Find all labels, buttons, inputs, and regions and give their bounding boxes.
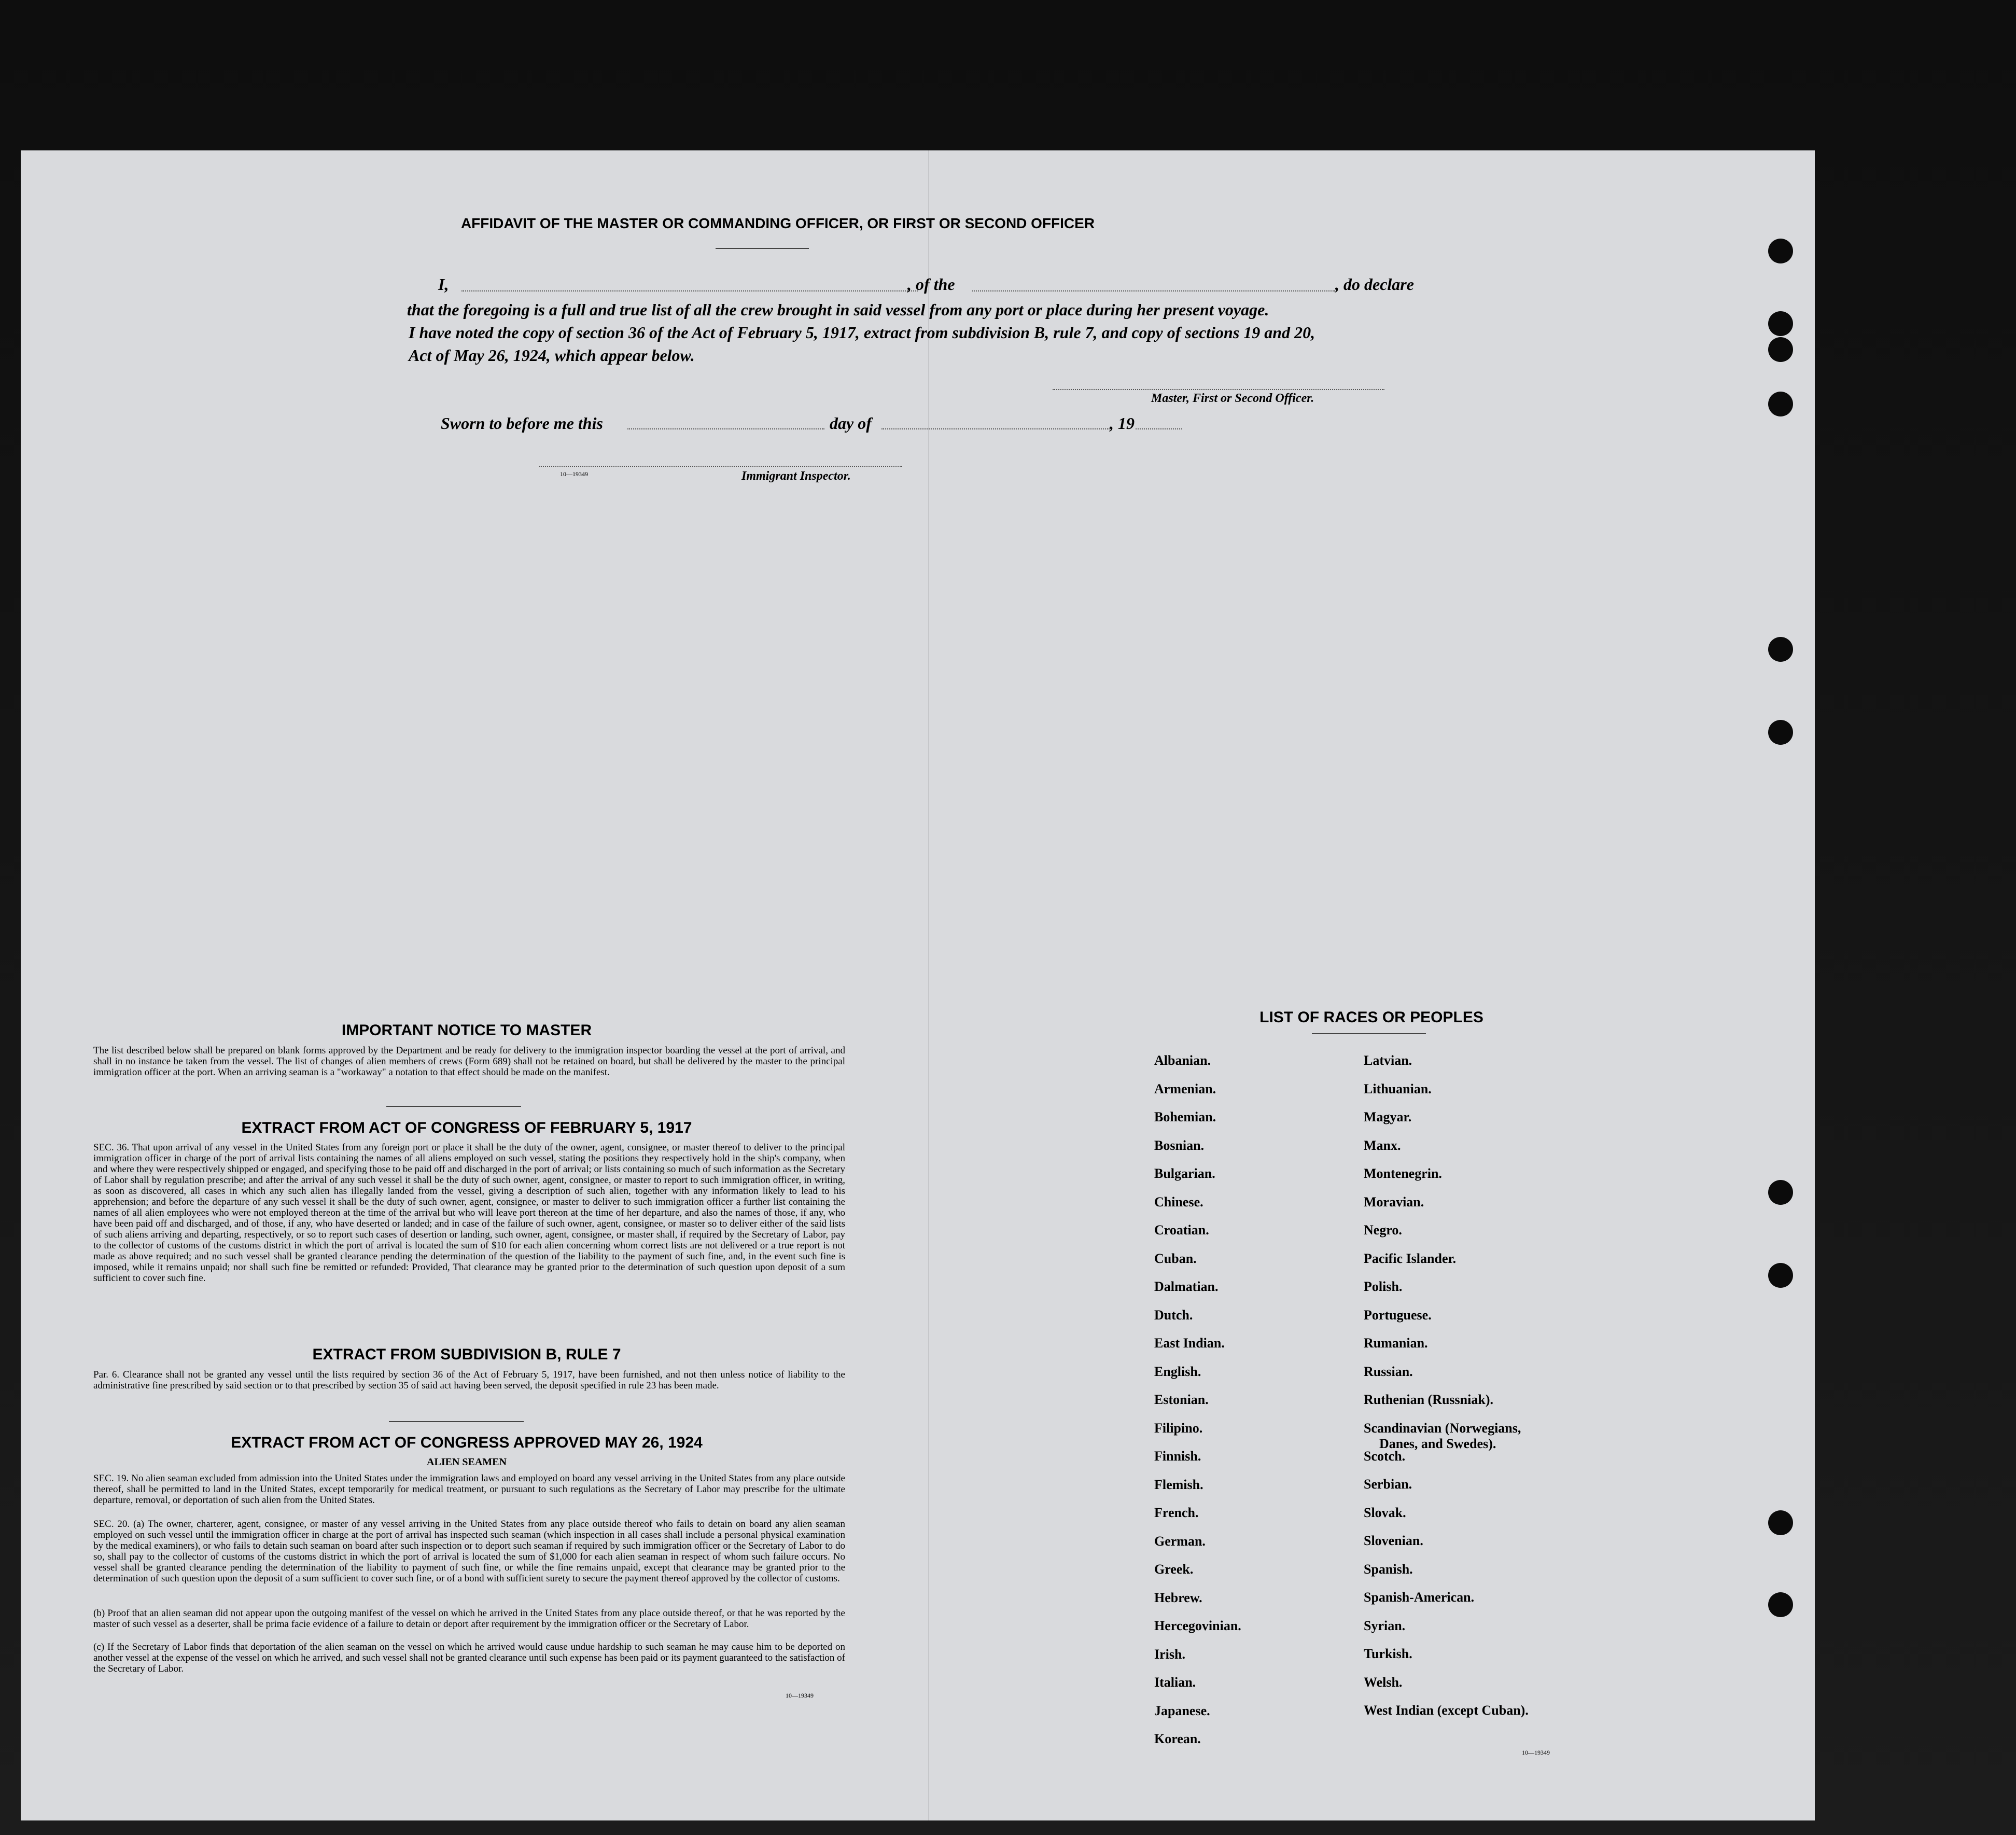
race-item: Cuban. <box>1154 1250 1197 1266</box>
race-item: Hercegovinian. <box>1154 1618 1241 1633</box>
race-item: Lithuanian. <box>1364 1081 1432 1096</box>
race-item: Croatian. <box>1154 1222 1209 1238</box>
year-prefix-label: , 19 <box>1110 414 1135 433</box>
race-item: Hebrew. <box>1154 1590 1202 1605</box>
binder-hole <box>1768 1180 1793 1205</box>
binder-hole <box>1768 239 1793 263</box>
race-item: Serbian. <box>1364 1477 1412 1492</box>
race-item: Italian. <box>1154 1675 1196 1690</box>
binder-hole <box>1768 392 1793 416</box>
races-form-number: 10—19349 <box>1522 1749 1550 1756</box>
of-the-label: , of the <box>907 275 955 294</box>
sworn-label: Sworn to before me this <box>441 414 603 433</box>
page-fold <box>928 150 929 1820</box>
race-item: Negro. <box>1364 1222 1402 1238</box>
extract-form-number: 10—19349 <box>786 1692 814 1699</box>
race-item: Bohemian. <box>1154 1109 1216 1124</box>
race-item: Polish. <box>1364 1279 1403 1294</box>
race-item: German. <box>1154 1533 1206 1549</box>
notice-title: IMPORTANT NOTICE TO MASTER <box>341 1022 592 1039</box>
race-item: Montenegrin. <box>1364 1166 1442 1181</box>
sworn-month-blank[interactable] <box>881 428 1110 429</box>
sworn-day-blank[interactable] <box>627 428 824 429</box>
affidavit-title: AFFIDAVIT OF THE MASTER OR COMMANDING OFFICER, OR FIRST OR SECOND OFFICER <box>460 215 1095 231</box>
race-item: Armenian. <box>1154 1081 1216 1096</box>
declaration-line-4: Act of May 26, 1924, which appear below. <box>409 346 695 365</box>
race-item: French. <box>1154 1505 1199 1520</box>
race-item: Dutch. <box>1154 1307 1193 1323</box>
race-item: Russian. <box>1364 1364 1413 1379</box>
binder-hole <box>1768 1510 1793 1535</box>
race-item: Syrian. <box>1364 1618 1406 1633</box>
race-item: Bulgarian. <box>1154 1166 1215 1181</box>
race-item: Danes, and Swedes). <box>1379 1436 1496 1451</box>
alien-seamen-subtitle: ALIEN SEAMEN <box>427 1456 507 1468</box>
race-item: Spanish-American. <box>1364 1590 1475 1605</box>
race-item: Albanian. <box>1154 1053 1211 1068</box>
race-item: Korean. <box>1154 1731 1201 1746</box>
inspector-label: Immigrant Inspector. <box>741 469 851 483</box>
race-item: Chinese. <box>1154 1194 1203 1210</box>
race-item: Finnish. <box>1154 1449 1201 1464</box>
race-item: Filipino. <box>1154 1420 1203 1436</box>
master-signature-blank[interactable] <box>1053 389 1384 390</box>
race-item: Irish. <box>1154 1646 1185 1662</box>
inspector-signature-blank[interactable] <box>539 466 902 467</box>
i-label: I, <box>438 275 449 294</box>
race-item: Ruthenian (Russniak). <box>1364 1392 1493 1407</box>
rule-7-body: Par. 6. Clearance shall not be granted any vessel until the lists required by section 36 of the Act of February 5, 1917, have been furnished, and not then unless notice of liability to the administrative fine prescribed by said section or to that prescribed by section 35 of said act having been served, the deposit specified in rule 23 has been made. <box>93 1369 845 1391</box>
extract-1924-title: EXTRACT FROM ACT OF CONGRESS APPROVED MAY 26, 1924 <box>231 1434 703 1451</box>
binder-hole <box>1768 637 1793 662</box>
race-item: Welsh. <box>1364 1674 1403 1690</box>
race-item: Moravian. <box>1364 1194 1424 1210</box>
race-item: West Indian (except Cuban). <box>1364 1703 1529 1718</box>
race-item: Latvian. <box>1364 1053 1412 1068</box>
binder-hole <box>1768 1592 1793 1617</box>
sec-20c-body: (c) If the Secretary of Labor finds that deportation of the alien seaman on the vessel on which he arrived would cause undue hardship to such seaman he may cause him to be deported on another vessel at the expense of the vessel on which he arrived, and such vessel shall not be granted clearance until such expense has been paid or its payment guaranteed to the satisfaction of the Secretary of Labor. <box>93 1642 845 1674</box>
binder-hole <box>1768 1263 1793 1288</box>
race-item: Bosnian. <box>1154 1137 1205 1153</box>
do-declare-label: , do declare <box>1335 275 1414 294</box>
rule-7-title: EXTRACT FROM SUBDIVISION B, RULE 7 <box>312 1346 621 1363</box>
vessel-blank[interactable] <box>972 290 1335 291</box>
sec-20a-body: SEC. 20. (a) The owner, charterer, agent, consignee, or master of any vessel arriving in the United States from any place outside thereof who fails to detain on board any alien seaman employed on such vessel until the immigration officer in charge at the port of arrival has inspected such seaman (which inspection in all cases shall include a personal physical examination by the medical examiners), or who fails to detain such seaman on board after such inspection or to deport such seaman if required by such immigration officer or the Secretary of Labor to do so, shall pay to the collector of customs of the customs district in which the port of arrival is located the sum of $1,000 for each alien seaman in respect of whom such failure occurs. No vessel shall be granted clearance pending the determination of the liability to payment of such fine, or while the fine remains unpaid, except that clearance may be granted prior to the determination of such question upon the deposit of a sum sufficient to cover such fine, or of a bond with sufficient surety to secure the payment thereof approved by the collector of customs. <box>93 1519 845 1584</box>
extract-1917-body: SEC. 36. That upon arrival of any vessel in the United States from any foreign port or place it shall be the duty of the owner, agent, consignee, or master thereof to deliver to the principal immigration officer in charge of the port of arrival lists containing the names of all aliens employed on such vessel, stating the positions they respectively hold in the ship's company, when and where they were respectively shipped or engaged, and specifying those to be paid off and discharged in the port of arrival; or lists containing so much of such information as the Secretary of Labor shall by regulation prescribe; and after the arrival of any such vessel it shall be the duty of such owner, agent, consignee, or master to report to such immigration officer, in writing, as soon as discovered, all cases in which any such alien has illegally landed from the vessel, giving a description of such alien, together with any information likely to lead to his apprehension; and before the departure of any such vessel it shall be the duty of such owner, agent, consignee, or master to deliver to such immigration officer a further list containing the names of all alien employees who were not employed thereon at the time of the arrival but who will leave port thereon at the time of her departure, and also the names of those, if any, who have been paid off and discharged, and of those, if any, who have deserted or landed; and in case of the failure of such owner, agent, consignee, or master so to deliver either of the said lists of such aliens arriving and departing, respectively, or so to report such cases of desertion or landing, such owner, agent, consignee, or master shall, if required by the Secretary of Labor, pay to the collector of customs of the customs district in which the port of arrival is located the sum of $10 for each alien concerning whom correct lists are not delivered or a true report is not made as above required; and no such vessel shall be granted clearance pending the determination of the question of the liability to the payment of such fine, and, in the event such fine is imposed, while it remains unpaid; nor shall such fine be remitted or refunded: Provided, That clearance may be granted prior to the determination of such question upon deposit of a sum sufficient to cover such fine. <box>93 1142 845 1284</box>
sworn-year-blank[interactable] <box>1136 428 1182 429</box>
notice-body: The list described below shall be prepared on blank forms approved by the Department and be ready for delivery to the immigration inspector boarding the vessel at the port of arrival, and shall in no instance be taken from the vessel. The list of changes of alien members of crews (Form 689) shall not be retained on board, but shall be delivered by the master to the principal immigration officer at the port. When an arriving seaman is a "workaway" a notation to that effect should be made on the manifest. <box>93 1045 845 1078</box>
race-item: Manx. <box>1364 1137 1401 1153</box>
race-item: Dalmatian. <box>1154 1279 1219 1294</box>
master-label: Master, First or Second Officer. <box>1151 392 1314 405</box>
race-item: Estonian. <box>1154 1392 1209 1407</box>
race-item: Scotch. <box>1364 1448 1406 1464</box>
extract-1917-title: EXTRACT FROM ACT OF CONGRESS OF FEBRUARY 5, 1917 <box>241 1119 692 1136</box>
name-blank[interactable] <box>461 290 918 291</box>
affidavit-form-number: 10—19349 <box>560 470 588 478</box>
race-item: Turkish. <box>1364 1646 1412 1661</box>
race-item: Rumanian. <box>1364 1336 1428 1351</box>
title-underline <box>716 248 809 249</box>
race-item: Portuguese. <box>1364 1307 1432 1323</box>
document-page <box>21 150 1815 1820</box>
race-item: Pacific Islander. <box>1364 1250 1457 1266</box>
race-item: Greek. <box>1154 1562 1194 1577</box>
races-title: LIST OF RACES OR PEOPLES <box>1259 1009 1483 1026</box>
race-item: Scandinavian (Norwegians, <box>1364 1420 1521 1436</box>
race-item: English. <box>1154 1364 1201 1379</box>
race-item: Magyar. <box>1364 1109 1412 1124</box>
binder-hole <box>1768 337 1793 362</box>
declaration-line-3: I have noted the copy of section 36 of the Act of February 5, 1917, extract from subdivision B, rule 7, and copy of sections 19 and 20, <box>409 323 1315 342</box>
races-title-underline <box>1312 1033 1426 1034</box>
race-item: Flemish. <box>1154 1477 1203 1492</box>
declaration-line-2: that the foregoing is a full and true list of all the crew brought in said vessel from any port or place during her present voyage. <box>407 300 1269 319</box>
sec-20b-body: (b) Proof that an alien seaman did not appear upon the outgoing manifest of the vessel on which he arrived in the United States from any place outside thereof, or that he was reported by the master of such vessel as a deserter, shall be prima facie evidence of a failure to detain or deport after requirement by the immigration officer or the Secretary of Labor. <box>93 1608 845 1630</box>
race-item: East Indian. <box>1154 1336 1225 1351</box>
binder-hole <box>1768 720 1793 745</box>
race-item: Spanish. <box>1364 1561 1413 1577</box>
race-item: Slovenian. <box>1364 1533 1423 1548</box>
day-of-label: day of <box>830 414 872 433</box>
rule-7-divider <box>389 1421 524 1422</box>
race-item: Slovak. <box>1364 1505 1406 1520</box>
sec-19-body: SEC. 19. No alien seaman excluded from admission into the United States under the immigration laws and employed on board any vessel arriving in the United States from any place outside thereof, shall be permitted to land in the United States, except temporarily for medical treatment, or pursuant to such regulations as the Secretary of Labor may prescribe for the ultimate departure, removal, or deportation of such alien from the United States. <box>93 1473 845 1506</box>
race-item: Japanese. <box>1154 1703 1210 1718</box>
binder-hole <box>1768 311 1793 336</box>
notice-divider <box>386 1106 521 1107</box>
